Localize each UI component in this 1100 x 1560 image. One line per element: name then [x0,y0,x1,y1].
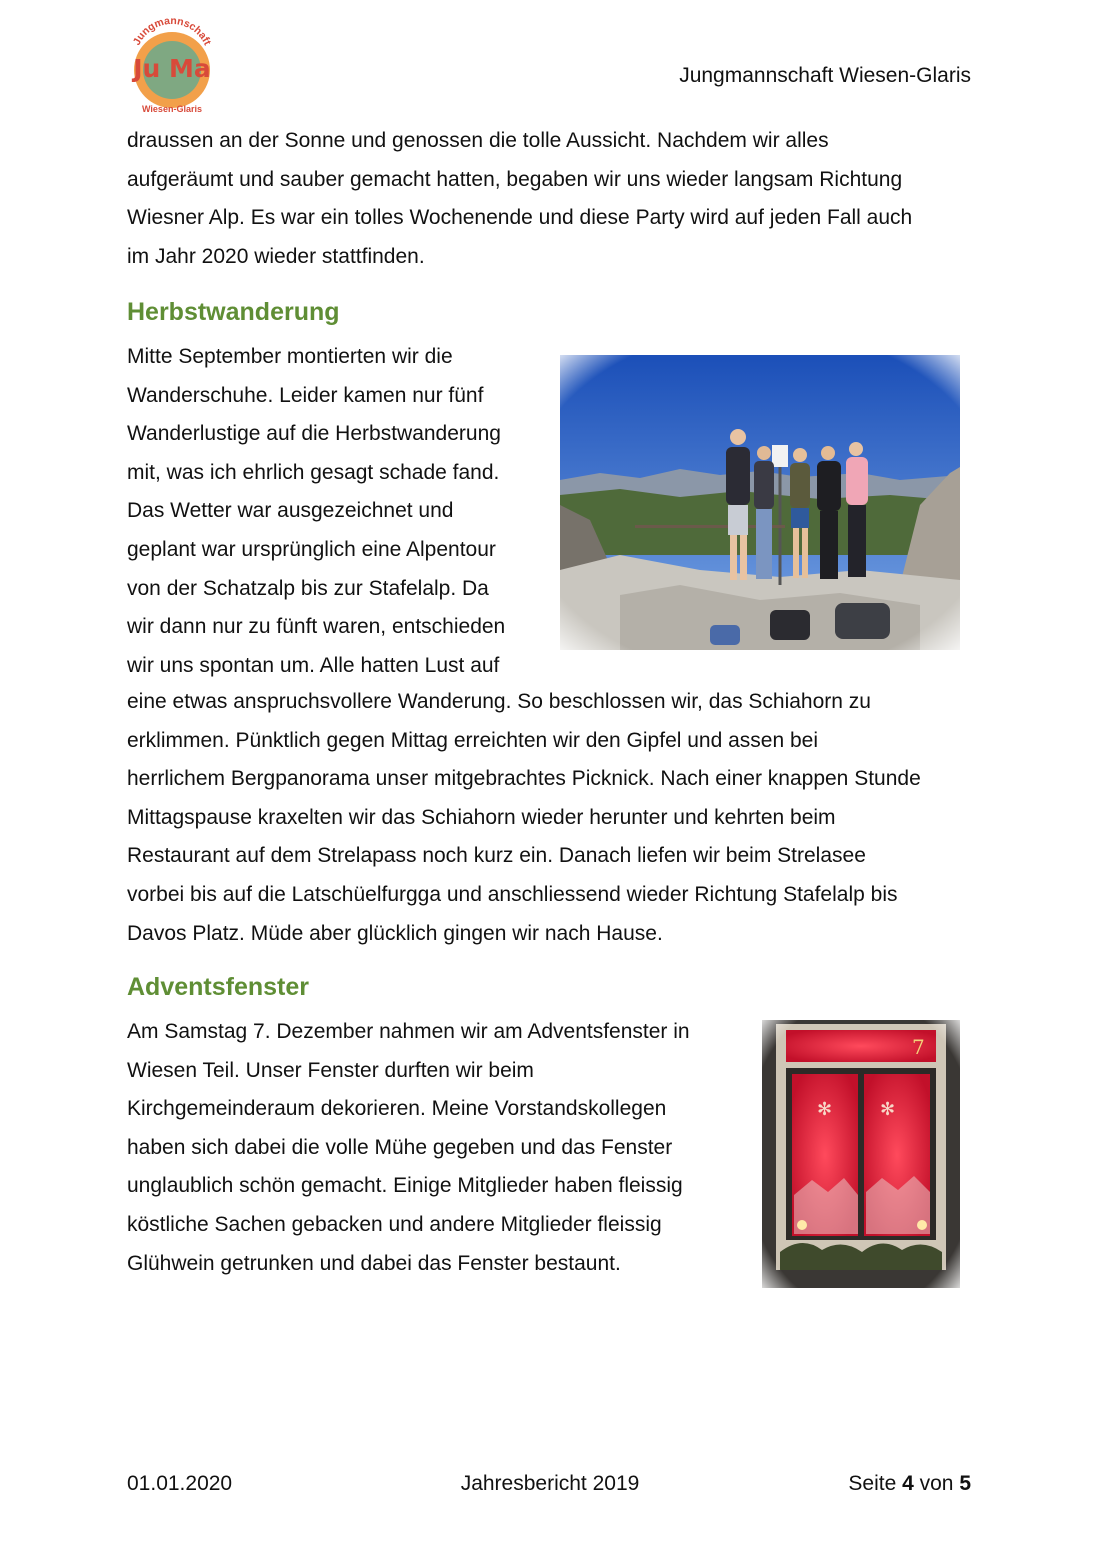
text-line: Mitte September montierten wir die [127,345,453,368]
page-middle: von [913,1472,960,1495]
advent-paragraph [127,1013,747,1283]
herbst-paragraph-full [127,683,987,953]
footer-date: 01.01.2020 [127,1472,233,1495]
text-line: Glühwein getrunken und dabei das Fenster bestaunt. [127,1251,621,1275]
text-line: wir uns spontan um. Alle hatten Lust auf [127,653,500,677]
text-line: draussen an der Sonne und genossen die tolle Aussicht. Nachdem wir alles [127,129,829,152]
herbst-paragraph-side [127,338,547,685]
text-line: haben sich dabei die volle Mühe gegeben und das Fenster [127,1135,673,1159]
text-line: im Jahr 2020 wieder stattfinden. [127,244,425,268]
text-line: von der Schatzalp bis zur Stafelalp. Da [127,576,489,600]
logo-text-top: Jungmannschaft [130,14,214,48]
text-line: Am Samstag 7. Dezember nahmen wir am Adventsfenster in [127,1020,690,1043]
juma-logo [126,14,218,114]
text-line: Wiesen Teil. Unser Fenster durften wir beim [127,1058,534,1082]
footer-title: Jahresbericht 2019 [460,1472,640,1495]
text-line: Restaurant auf dem Strelapass noch kurz ein. Danach liefen wir beim Strelasee [127,844,866,868]
text-line: mit, was ich ehrlich gesagt schade fand. [127,460,500,484]
page-total: 5 [959,1472,971,1495]
text-line: Mittagspause kraxelten wir das Schiahorn wieder herunter und kehrten beim [127,805,836,829]
logo-letters: Ju Ma [133,54,211,83]
text-line: Wanderlustige auf die Herbstwanderung [127,422,501,446]
text-line: unglaublich schön gemacht. Einige Mitglieder haben fleissig [127,1174,683,1198]
advent-window-photo [762,1020,960,1288]
text-line: Davos Platz. Müde aber glücklich gingen wir nach Hause. [127,921,663,945]
text-line: Wiesner Alp. Es war ein tolles Wochenende und diese Party wird auf jeden Fall auch [127,206,913,230]
text-line: Das Wetter war ausgezeichnet und [127,499,454,523]
page-prefix: Seite [848,1472,903,1495]
text-line: wir dann nur zu fünft waren, entschieden [127,615,506,639]
heading-herbstwanderung: Herbstwanderung [127,298,340,326]
footer-page-number [848,1472,971,1496]
text-line: Wanderschuhe. Leider kamen nur fünf [127,383,484,407]
text-line: eine etwas anspruchsvollere Wanderung. So beschlossen wir, das Schiahorn zu [127,690,871,713]
heading-adventsfenster: Adventsfenster [127,973,309,1001]
text-line: Kirchgemeinderaum dekorieren. Meine Vorstandskollegen [127,1097,667,1121]
logo-text-bottom: Wiesen-Glaris [142,104,202,114]
text-line: geplant war ursprünglich eine Alpentour [127,537,496,561]
text-line: erklimmen. Pünktlich gegen Mittag erreichten wir den Gipfel und assen bei [127,728,819,752]
text-line: aufgeräumt und sauber gemacht hatten, begaben wir uns wieder langsam Richtung [127,167,903,191]
text-line: köstliche Sachen gebacken und andere Mitglieder fleissig [127,1212,662,1236]
page-current: 4 [902,1472,914,1495]
text-line: herrlichem Bergpanorama unser mitgebrachtes Picknick. Nach einer knappen Stunde [127,767,921,791]
mountain-group-photo [560,355,960,650]
header-title: Jungmannschaft Wiesen-Glaris [679,64,971,87]
intro-paragraph [127,122,987,276]
text-line: vorbei bis auf die Latschüelfurgga und anschliessend wieder Richtung Stafelalp bis [127,882,898,906]
